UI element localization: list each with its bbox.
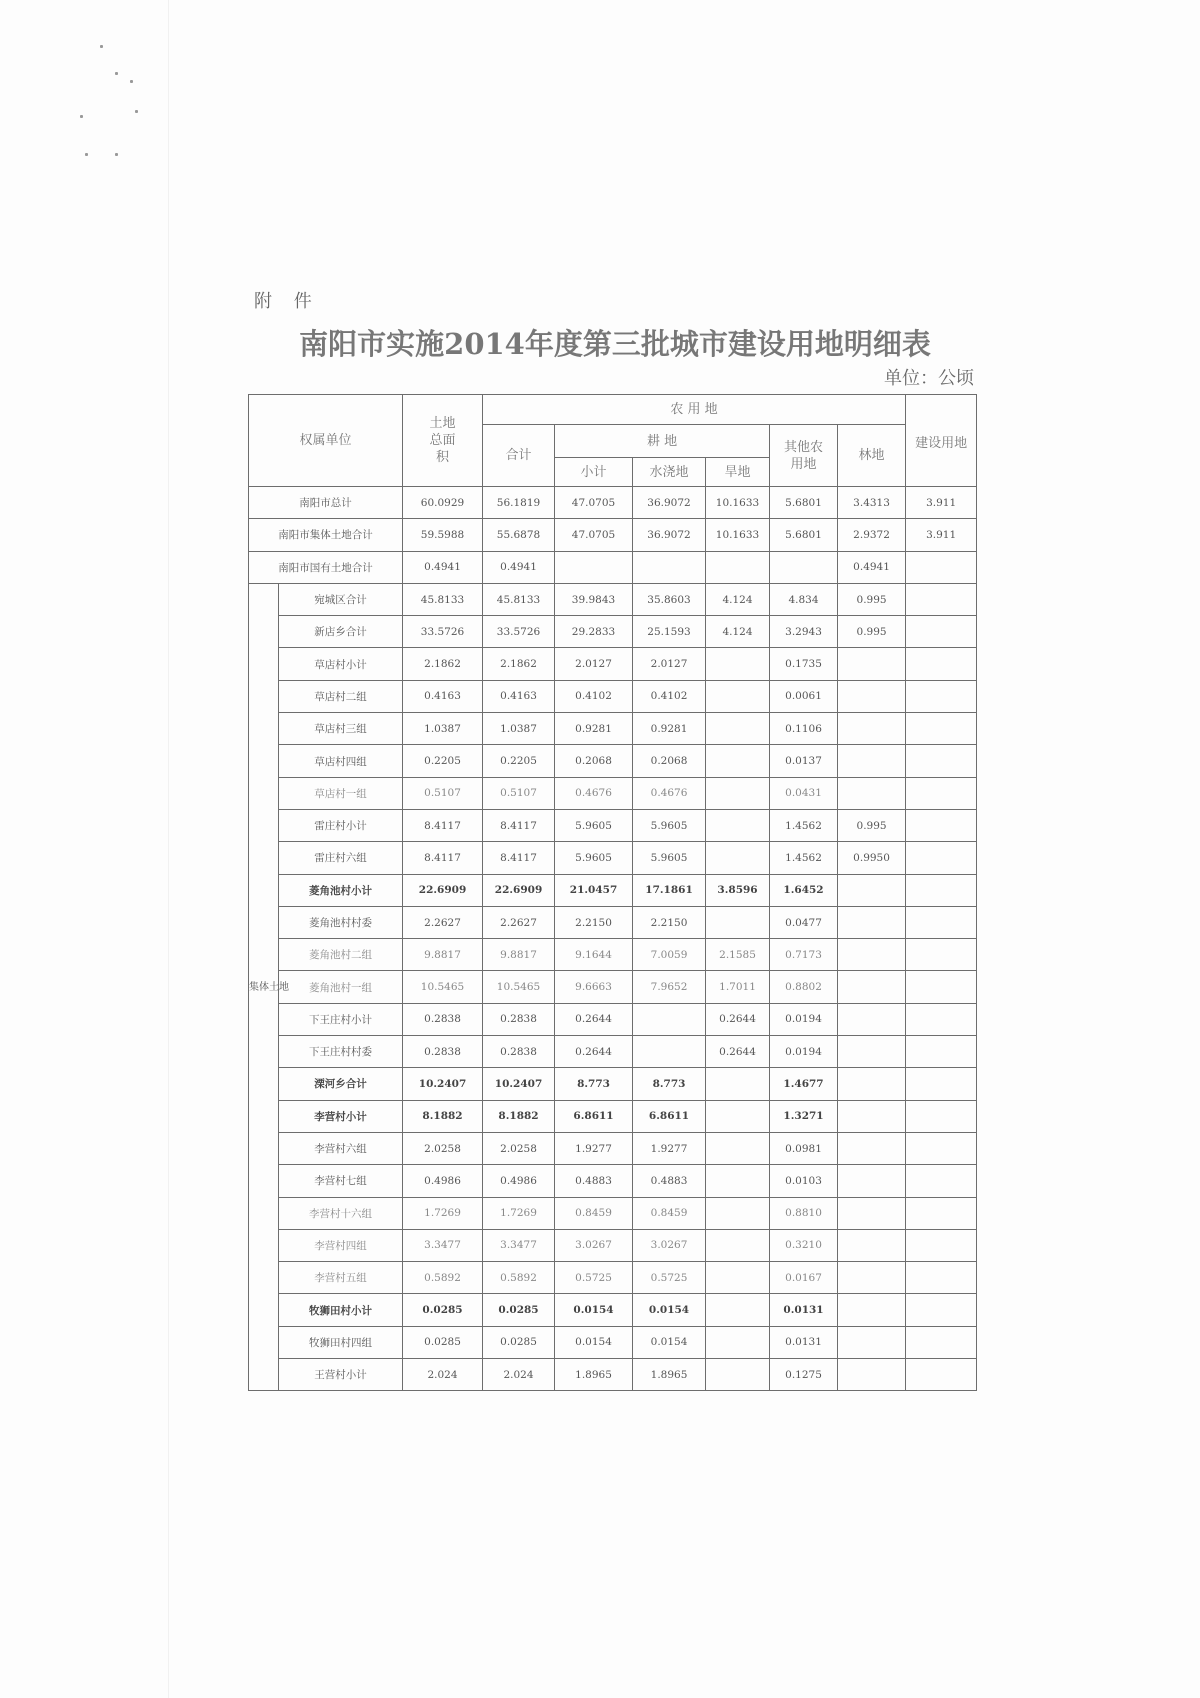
table-row (249, 939, 977, 971)
cell-cons (906, 1100, 977, 1132)
cell-irr: 0.9281 (633, 713, 706, 745)
cell-forest (838, 745, 906, 777)
cell-irr: 36.9072 (633, 519, 706, 551)
cell-forest (838, 1132, 906, 1164)
cell-other: 1.4562 (770, 809, 838, 841)
cell-irr: 0.8459 (633, 1197, 706, 1229)
cell-dry: 0.2644 (706, 1003, 770, 1035)
cell-agri: 2.1862 (483, 648, 555, 680)
cell-irr (633, 551, 706, 583)
cell-other: 0.1275 (770, 1359, 838, 1391)
cell-agri: 0.4941 (483, 551, 555, 583)
cell-irr: 6.8611 (633, 1100, 706, 1132)
cell-forest (838, 648, 906, 680)
row-label: 草店村小计 (279, 648, 403, 680)
cell-forest (838, 1165, 906, 1197)
cell-cons (906, 809, 977, 841)
cell-total: 8.4117 (403, 842, 483, 874)
cell-agri: 0.2838 (483, 1003, 555, 1035)
cell-agri: 0.5892 (483, 1262, 555, 1294)
table-row (249, 745, 977, 777)
cell-dry: 4.124 (706, 616, 770, 648)
cell-cons (906, 971, 977, 1003)
cell-forest (838, 906, 906, 938)
cell-cons (906, 1326, 977, 1358)
cell-agri: 8.4117 (483, 842, 555, 874)
table-row (249, 1036, 977, 1068)
cell-other: 1.6452 (770, 874, 838, 906)
cell-agri: 8.1882 (483, 1100, 555, 1132)
cell-sub: 47.0705 (555, 519, 633, 551)
row-label: 李营村十六组 (279, 1197, 403, 1229)
cell-forest: 0.995 (838, 809, 906, 841)
cell-total: 0.0285 (403, 1294, 483, 1326)
cell-agri: 0.4986 (483, 1165, 555, 1197)
cell-sub: 0.2644 (555, 1036, 633, 1068)
cell-forest: 0.9950 (838, 842, 906, 874)
cell-irr: 0.0154 (633, 1294, 706, 1326)
cell-forest (838, 713, 906, 745)
cell-other: 0.8802 (770, 971, 838, 1003)
cell-total: 10.5465 (403, 971, 483, 1003)
cell-irr: 3.0267 (633, 1229, 706, 1261)
cell-other: 1.4562 (770, 842, 838, 874)
table-row (249, 519, 977, 551)
header-owner: 权属单位 (249, 395, 403, 487)
cell-irr: 35.8603 (633, 583, 706, 615)
table-row (249, 1068, 977, 1100)
cell-cons (906, 616, 977, 648)
cell-forest (838, 971, 906, 1003)
cell-total: 0.4941 (403, 551, 483, 583)
table-row (249, 874, 977, 906)
cell-cons (906, 1294, 977, 1326)
row-label: 草店村一组 (279, 777, 403, 809)
row-label: 李营村六组 (279, 1132, 403, 1164)
cell-irr (633, 1003, 706, 1035)
table-row (249, 1326, 977, 1358)
table-row (249, 680, 977, 712)
cell-dry (706, 551, 770, 583)
cell-cons: 3.911 (906, 487, 977, 519)
row-label: 牧狮田村小计 (279, 1294, 403, 1326)
cell-total: 0.2838 (403, 1003, 483, 1035)
cell-cons: 3.911 (906, 519, 977, 551)
cell-other: 5.6801 (770, 487, 838, 519)
table-row (249, 809, 977, 841)
header-agri-total: 合计 (483, 425, 555, 487)
cell-forest (838, 874, 906, 906)
cell-total: 9.8817 (403, 939, 483, 971)
cell-cons (906, 842, 977, 874)
cell-forest: 0.995 (838, 583, 906, 615)
row-label: 李营村四组 (279, 1229, 403, 1261)
cell-forest (838, 1326, 906, 1358)
table-row (249, 1294, 977, 1326)
row-label: 雷庄村小计 (279, 809, 403, 841)
table-body (249, 487, 977, 1391)
cell-sub: 0.9281 (555, 713, 633, 745)
cell-total: 0.2205 (403, 745, 483, 777)
cell-other: 5.6801 (770, 519, 838, 551)
cell-cons (906, 583, 977, 615)
cell-agri: 10.2407 (483, 1068, 555, 1100)
cell-total: 1.0387 (403, 713, 483, 745)
land-detail-table (248, 394, 977, 1391)
table-row (249, 648, 977, 680)
table-row (249, 1262, 977, 1294)
cell-other: 0.0981 (770, 1132, 838, 1164)
cell-irr (633, 1036, 706, 1068)
cell-total: 33.5726 (403, 616, 483, 648)
table-row (249, 713, 977, 745)
cell-cons (906, 1359, 977, 1391)
cell-forest: 0.4941 (838, 551, 906, 583)
cell-dry: 4.124 (706, 583, 770, 615)
cell-dry (706, 906, 770, 938)
cell-forest: 3.4313 (838, 487, 906, 519)
cell-other: 0.0477 (770, 906, 838, 938)
header-dry: 旱地 (706, 458, 770, 487)
cell-forest (838, 1262, 906, 1294)
table-row (249, 583, 977, 615)
cell-dry (706, 1359, 770, 1391)
cell-irr: 5.9605 (633, 842, 706, 874)
cell-agri: 0.2838 (483, 1036, 555, 1068)
row-label: 菱角池村村委 (279, 906, 403, 938)
cell-other: 0.1735 (770, 648, 838, 680)
cell-cons (906, 648, 977, 680)
table-row (249, 551, 977, 583)
cell-other: 0.0431 (770, 777, 838, 809)
cell-cons (906, 1068, 977, 1100)
row-label: 牧狮田村四组 (279, 1326, 403, 1358)
row-label: 菱角池村小计 (279, 874, 403, 906)
cell-forest (838, 1036, 906, 1068)
cell-cons (906, 1197, 977, 1229)
cell-dry (706, 1229, 770, 1261)
cell-other: 0.1106 (770, 713, 838, 745)
row-label: 李营村五组 (279, 1262, 403, 1294)
cell-sub: 6.8611 (555, 1100, 633, 1132)
cell-other: 0.0131 (770, 1326, 838, 1358)
header-arable: 耕 地 (555, 425, 770, 458)
cell-irr: 7.0059 (633, 939, 706, 971)
row-label: 菱角池村二组 (279, 939, 403, 971)
cell-sub: 0.2068 (555, 745, 633, 777)
cell-sub: 0.0154 (555, 1326, 633, 1358)
cell-forest (838, 1068, 906, 1100)
cell-dry: 0.2644 (706, 1036, 770, 1068)
cell-total: 0.4163 (403, 680, 483, 712)
cell-agri: 0.5107 (483, 777, 555, 809)
cell-other: 0.0194 (770, 1036, 838, 1068)
cell-forest (838, 1003, 906, 1035)
cell-dry: 2.1585 (706, 939, 770, 971)
cell-agri: 0.4163 (483, 680, 555, 712)
cell-total: 60.0929 (403, 487, 483, 519)
cell-dry (706, 809, 770, 841)
cell-cons (906, 906, 977, 938)
row-label: 草店村三组 (279, 713, 403, 745)
cell-cons (906, 713, 977, 745)
cell-total: 0.5892 (403, 1262, 483, 1294)
cell-cons (906, 1003, 977, 1035)
cell-dry: 3.8596 (706, 874, 770, 906)
cell-forest (838, 1294, 906, 1326)
cell-cons (906, 1036, 977, 1068)
cell-total: 10.2407 (403, 1068, 483, 1100)
row-label: 溧河乡合计 (279, 1068, 403, 1100)
cell-sub: 47.0705 (555, 487, 633, 519)
cell-total: 45.8133 (403, 583, 483, 615)
cell-sub: 21.0457 (555, 874, 633, 906)
table-row (249, 1003, 977, 1035)
cell-dry (706, 680, 770, 712)
cell-total: 0.4986 (403, 1165, 483, 1197)
cell-agri: 0.0285 (483, 1326, 555, 1358)
row-label: 草店村四组 (279, 745, 403, 777)
table-row (249, 487, 977, 519)
cell-irr: 1.8965 (633, 1359, 706, 1391)
cell-total: 0.0285 (403, 1326, 483, 1358)
cell-sub: 0.8459 (555, 1197, 633, 1229)
row-label: 雷庄村六组 (279, 842, 403, 874)
cell-agri: 2.2627 (483, 906, 555, 938)
cell-agri: 56.1819 (483, 487, 555, 519)
cell-dry: 10.1633 (706, 487, 770, 519)
cell-dry (706, 1326, 770, 1358)
cell-irr: 1.9277 (633, 1132, 706, 1164)
table-row (249, 906, 977, 938)
cell-agri: 1.7269 (483, 1197, 555, 1229)
cell-dry (706, 777, 770, 809)
cell-other: 0.0131 (770, 1294, 838, 1326)
table-row (249, 1132, 977, 1164)
cell-other: 0.0061 (770, 680, 838, 712)
cell-irr: 0.5725 (633, 1262, 706, 1294)
cell-sub: 2.0127 (555, 648, 633, 680)
cell-sub: 0.4883 (555, 1165, 633, 1197)
row-label: 新店乡合计 (279, 616, 403, 648)
row-label: 李营村小计 (279, 1100, 403, 1132)
cell-irr: 17.1861 (633, 874, 706, 906)
cell-cons (906, 939, 977, 971)
cell-total: 8.1882 (403, 1100, 483, 1132)
cell-other: 1.4677 (770, 1068, 838, 1100)
cell-sub: 0.4676 (555, 777, 633, 809)
table-row (249, 1359, 977, 1391)
header-irrigated: 水浇地 (633, 458, 706, 487)
cell-sub: 0.2644 (555, 1003, 633, 1035)
page-title: 南阳市实施2014年度第三批城市建设用地明细表 (299, 327, 931, 361)
row-label: 宛城区合计 (279, 583, 403, 615)
table-row (249, 1197, 977, 1229)
cell-forest (838, 1100, 906, 1132)
row-label: 下王庄村村委 (279, 1036, 403, 1068)
cell-dry (706, 1165, 770, 1197)
cell-agri: 10.5465 (483, 971, 555, 1003)
table-row (249, 1165, 977, 1197)
cell-cons (906, 777, 977, 809)
cell-other: 0.0167 (770, 1262, 838, 1294)
header-agricultural: 农 用 地 (483, 395, 906, 425)
cell-agri: 3.3477 (483, 1229, 555, 1261)
cell-cons (906, 874, 977, 906)
cell-forest (838, 1359, 906, 1391)
cell-irr: 0.0154 (633, 1326, 706, 1358)
cell-sub: 3.0267 (555, 1229, 633, 1261)
cell-other: 0.8810 (770, 1197, 838, 1229)
cell-irr: 2.0127 (633, 648, 706, 680)
cell-forest (838, 939, 906, 971)
cell-total: 22.6909 (403, 874, 483, 906)
cell-total: 2.024 (403, 1359, 483, 1391)
cell-dry (706, 1262, 770, 1294)
cell-dry (706, 1294, 770, 1326)
row-label: 南阳市集体土地合计 (249, 519, 403, 551)
header-arable-subtotal: 小计 (555, 458, 633, 487)
cell-agri: 8.4117 (483, 809, 555, 841)
cell-sub: 0.0154 (555, 1294, 633, 1326)
cell-sub: 0.4102 (555, 680, 633, 712)
cell-agri: 22.6909 (483, 874, 555, 906)
cell-agri: 1.0387 (483, 713, 555, 745)
cell-cons (906, 551, 977, 583)
cell-forest (838, 777, 906, 809)
cell-agri: 2.0258 (483, 1132, 555, 1164)
cell-forest (838, 1229, 906, 1261)
cell-agri: 33.5726 (483, 616, 555, 648)
cell-total: 0.2838 (403, 1036, 483, 1068)
cell-other: 0.7173 (770, 939, 838, 971)
cell-dry (706, 648, 770, 680)
header-other-agri: 其他农用地 (770, 425, 838, 487)
cell-forest (838, 1197, 906, 1229)
cell-dry (706, 1100, 770, 1132)
header-total-area: 土地总面积 (403, 395, 483, 487)
cell-dry: 1.7011 (706, 971, 770, 1003)
cell-dry: 10.1633 (706, 519, 770, 551)
header-construction: 建设用地 (906, 395, 977, 487)
row-label: 李营村七组 (279, 1165, 403, 1197)
cell-sub: 39.9843 (555, 583, 633, 615)
row-label: 南阳市总计 (249, 487, 403, 519)
table-row (249, 971, 977, 1003)
row-label: 南阳市国有土地合计 (249, 551, 403, 583)
cell-irr: 25.1593 (633, 616, 706, 648)
cell-sub: 2.2150 (555, 906, 633, 938)
cell-sub: 1.8965 (555, 1359, 633, 1391)
cell-total: 8.4117 (403, 809, 483, 841)
scan-edge (168, 0, 169, 1698)
cell-dry (706, 1132, 770, 1164)
cell-sub: 9.1644 (555, 939, 633, 971)
cell-sub: 1.9277 (555, 1132, 633, 1164)
cell-agri: 45.8133 (483, 583, 555, 615)
cell-agri: 0.0285 (483, 1294, 555, 1326)
cell-cons (906, 1229, 977, 1261)
cell-other (770, 551, 838, 583)
cell-agri: 9.8817 (483, 939, 555, 971)
cell-dry (706, 1068, 770, 1100)
cell-total: 0.5107 (403, 777, 483, 809)
cell-sub: 5.9605 (555, 809, 633, 841)
attachment-label: 附 件 (254, 291, 320, 312)
cell-forest: 2.9372 (838, 519, 906, 551)
cell-agri: 0.2205 (483, 745, 555, 777)
cell-total: 1.7269 (403, 1197, 483, 1229)
header-forest: 林地 (838, 425, 906, 487)
cell-irr: 7.9652 (633, 971, 706, 1003)
cell-forest: 0.995 (838, 616, 906, 648)
cell-irr: 0.4883 (633, 1165, 706, 1197)
cell-irr: 36.9072 (633, 487, 706, 519)
cell-dry (706, 842, 770, 874)
cell-other: 0.0194 (770, 1003, 838, 1035)
cell-other: 0.0137 (770, 745, 838, 777)
cell-total: 3.3477 (403, 1229, 483, 1261)
cell-irr: 0.2068 (633, 745, 706, 777)
cell-sub: 8.773 (555, 1068, 633, 1100)
cell-irr: 0.4102 (633, 680, 706, 712)
table-row (249, 616, 977, 648)
cell-cons (906, 745, 977, 777)
cell-cons (906, 680, 977, 712)
cell-irr: 8.773 (633, 1068, 706, 1100)
row-label: 菱角池村一组 (279, 971, 403, 1003)
cell-sub: 0.5725 (555, 1262, 633, 1294)
cell-sub (555, 551, 633, 583)
collective-land-side-label: 集体土地 (249, 583, 279, 1390)
cell-other: 0.0103 (770, 1165, 838, 1197)
row-label: 草店村二组 (279, 680, 403, 712)
cell-other: 1.3271 (770, 1100, 838, 1132)
scan-specks (60, 40, 150, 160)
cell-sub: 5.9605 (555, 842, 633, 874)
cell-cons (906, 1165, 977, 1197)
cell-dry (706, 1197, 770, 1229)
cell-cons (906, 1262, 977, 1294)
unit-label: 单位：公顷 (884, 368, 974, 389)
cell-dry (706, 745, 770, 777)
cell-sub: 9.6663 (555, 971, 633, 1003)
cell-dry (706, 713, 770, 745)
cell-forest (838, 680, 906, 712)
cell-total: 59.5988 (403, 519, 483, 551)
cell-other: 4.834 (770, 583, 838, 615)
cell-total: 2.2627 (403, 906, 483, 938)
cell-other: 3.2943 (770, 616, 838, 648)
cell-irr: 5.9605 (633, 809, 706, 841)
table-row (249, 1229, 977, 1261)
table-row (249, 842, 977, 874)
cell-agri: 55.6878 (483, 519, 555, 551)
cell-other: 0.3210 (770, 1229, 838, 1261)
row-label: 下王庄村小计 (279, 1003, 403, 1035)
table-row (249, 1100, 977, 1132)
cell-total: 2.1862 (403, 648, 483, 680)
cell-sub: 29.2833 (555, 616, 633, 648)
cell-agri: 2.024 (483, 1359, 555, 1391)
cell-irr: 2.2150 (633, 906, 706, 938)
cell-cons (906, 1132, 977, 1164)
table-row (249, 777, 977, 809)
cell-irr: 0.4676 (633, 777, 706, 809)
cell-total: 2.0258 (403, 1132, 483, 1164)
row-label: 王营村小计 (279, 1359, 403, 1391)
